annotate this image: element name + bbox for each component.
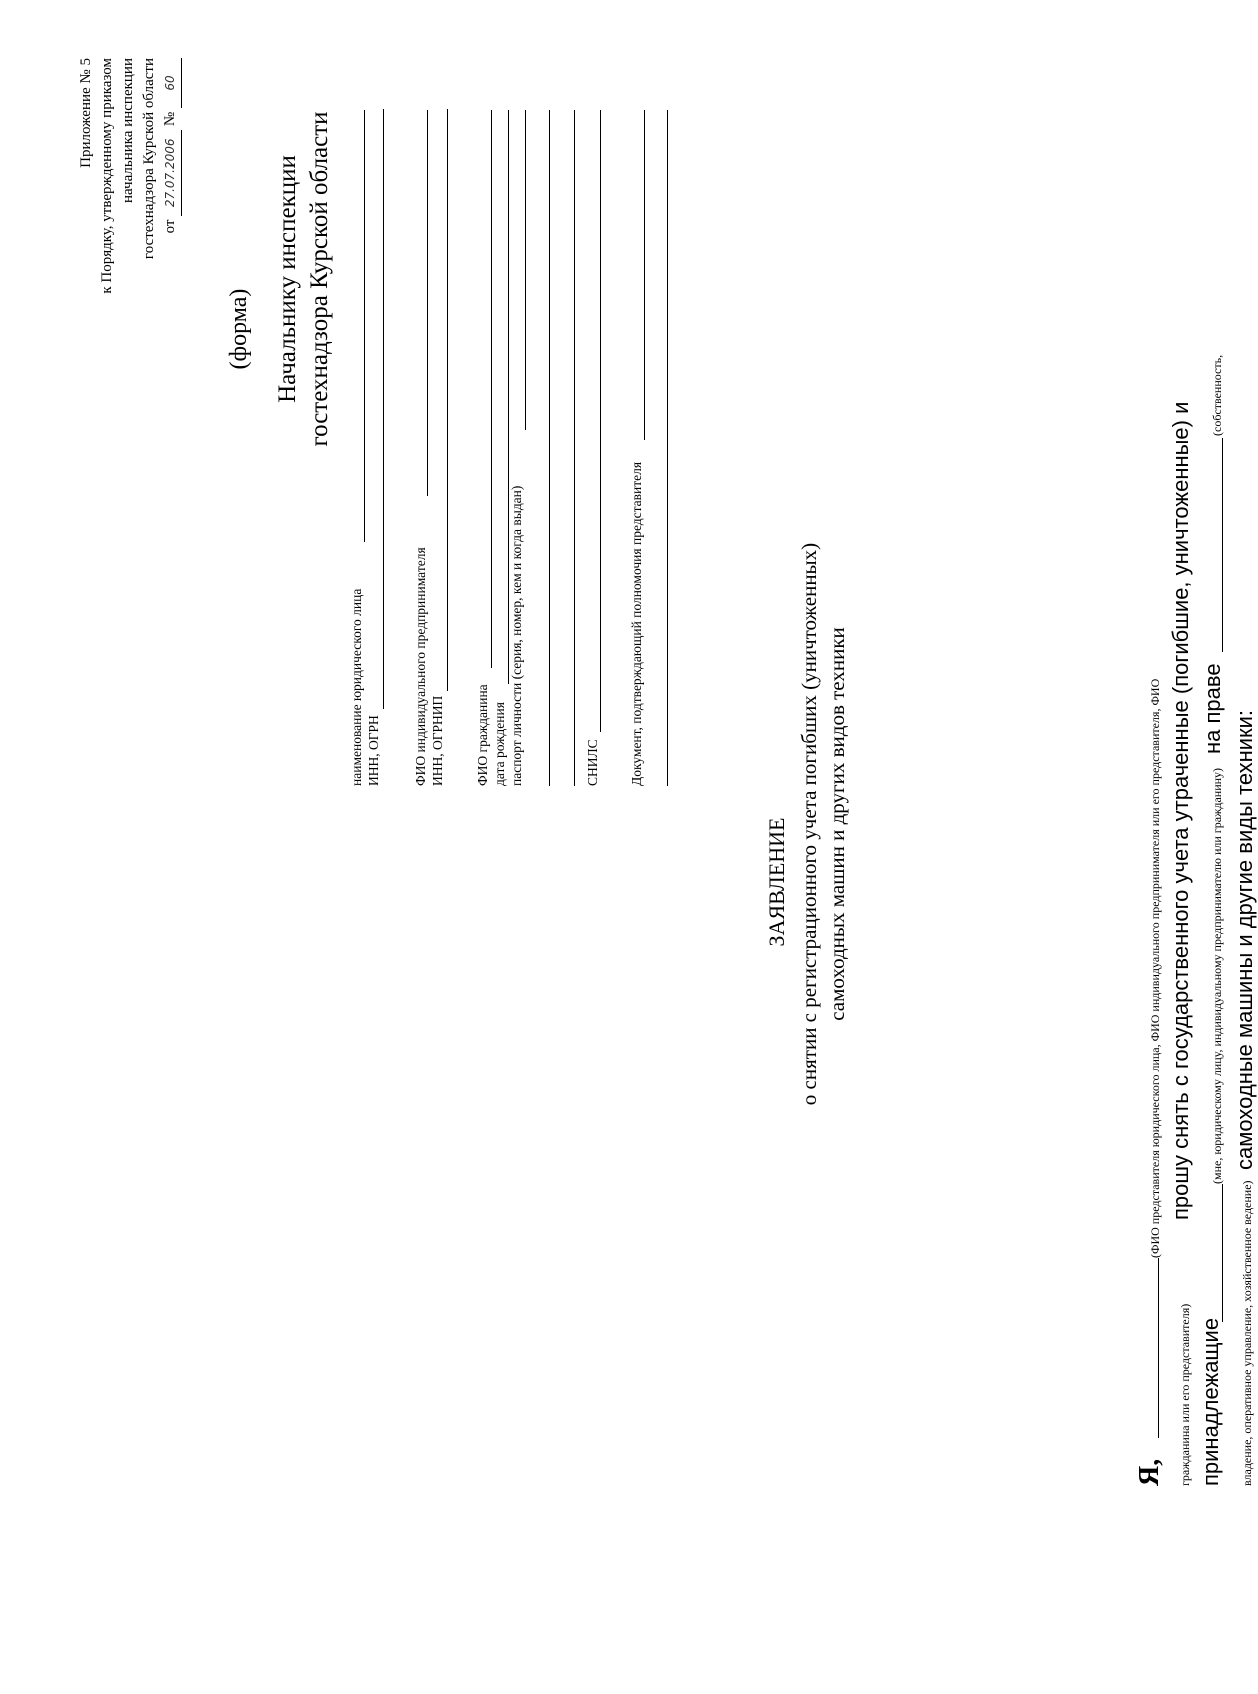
on-right-text: на праве <box>1200 663 1225 754</box>
order-date-prefix: от <box>162 219 178 234</box>
appendix-line: начальника инспекции <box>120 58 136 204</box>
addressee-line: Начальнику инспекции <box>274 155 301 403</box>
citizen-name-label: ФИО гражданина <box>475 684 490 786</box>
birth-date-label: дата рождения <box>492 702 507 786</box>
appendix-line: Приложение № 5 <box>78 58 94 168</box>
applicant-fio-field[interactable] <box>1158 1258 1159 1438</box>
separator-line <box>574 110 575 786</box>
fio-hint-continuation: гражданина или его представителя) <box>1178 1303 1192 1486</box>
pronoun-i: Я, <box>1134 1458 1165 1486</box>
owner-hint: (мне, юридическому лицу, индивидуальному предпринимателю или гражданину) <box>1210 767 1224 1184</box>
appendix-line: к Порядку, утвержденному приказом <box>99 58 115 294</box>
addressee-line: гостехнадзора Курской области <box>306 111 333 447</box>
order-number-prefix: № <box>162 111 178 127</box>
authority-doc-label: Документ, подтверждающий полномочия представителя <box>629 461 644 786</box>
passport-field[interactable] <box>525 110 526 430</box>
appendix-reference <box>76 58 182 418</box>
vehicles-text: самоходные машины и другие виды техники: <box>1232 709 1257 1170</box>
right-hint-continuation: владение, оперативное управление, хозяйственное ведение) <box>1240 1180 1254 1486</box>
inn-ogrnip-field[interactable] <box>447 109 448 691</box>
passport-field-continuation[interactable] <box>549 110 550 786</box>
addressee <box>272 40 336 518</box>
document-subtitle <box>795 104 851 1544</box>
right-type-field[interactable] <box>1222 438 1223 652</box>
document-title: ЗАЯВЛЕНИЕ <box>764 817 789 947</box>
form-label: (форма) <box>226 288 252 370</box>
inn-ogrn-field[interactable] <box>383 109 384 709</box>
right-hint: (собственность, <box>1210 354 1224 436</box>
ie-name-label: ФИО индивидуального предпринимателя <box>413 547 428 786</box>
legal-entity-name-label: наименование юридического лица <box>349 588 364 786</box>
passport-label: паспорт личности (серия, номер, кем и когда выдан) <box>509 485 524 786</box>
snils-label: СНИЛС <box>585 739 600 786</box>
ie-name-field[interactable] <box>427 110 428 496</box>
subtitle-line: о снятии с регистрационного учета погибших (уничтоженных) <box>797 542 821 1106</box>
owner-field[interactable] <box>1222 1184 1223 1322</box>
order-date-value: 27.07.2006 <box>160 130 182 216</box>
legal-entity-name-field[interactable] <box>364 110 365 542</box>
request-text: прошу снять с государственного учета утраченные (погибшие, уничтоженные) и <box>1168 401 1193 1220</box>
appendix-line: гостехнадзора Курской области <box>141 58 157 260</box>
snils-field[interactable] <box>600 110 601 732</box>
order-number-value: 60 <box>160 58 182 108</box>
inn-ogrnip-label: ИНН, ОГРНИП <box>430 695 445 786</box>
subtitle-line: самоходных машин и других видов техники <box>825 627 849 1021</box>
citizen-name-field[interactable] <box>491 110 492 668</box>
fio-hint: (ФИО представителя юридического лица, ФИО индивидуального предпринимателя или его представителя, ФИО <box>1148 678 1162 1258</box>
belonging-word: принадлежащие <box>1198 1317 1223 1486</box>
inn-ogrn-label: ИНН, ОГРН <box>366 715 381 786</box>
order-date-line <box>160 58 182 418</box>
authority-doc-field[interactable] <box>644 110 645 440</box>
authority-doc-field-continuation[interactable] <box>667 110 668 786</box>
